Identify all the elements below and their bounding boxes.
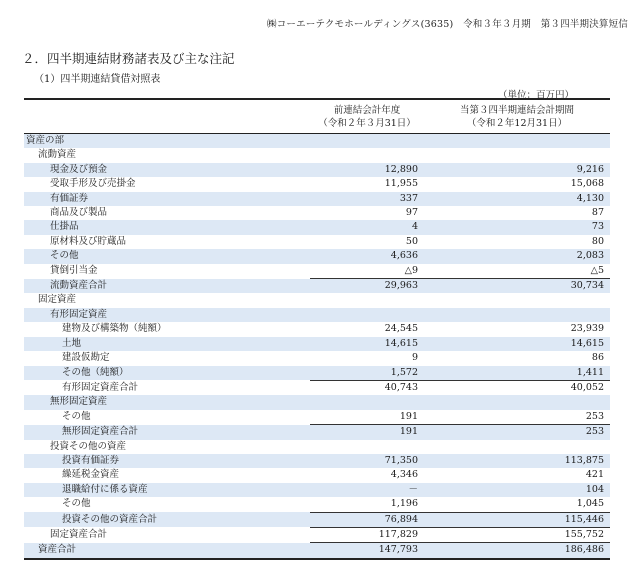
table-row xyxy=(24,249,610,263)
prev-period-date: （令和２年３月31日） xyxy=(318,118,416,129)
prev-period-value: 191 xyxy=(399,410,418,422)
row-label: 資産の部 xyxy=(24,134,310,149)
row-label: 建物及び構築物（純額） xyxy=(62,323,167,335)
row-label: その他 xyxy=(62,498,91,510)
current-period-value: 87 xyxy=(591,207,604,219)
prev-period-value: 337 xyxy=(310,192,424,206)
row-label: 投資その他の資産 xyxy=(50,440,127,452)
prev-period-value xyxy=(310,134,424,149)
current-period-value: 15,068 xyxy=(570,178,604,190)
row-label: その他（純額） xyxy=(24,366,310,381)
table-row xyxy=(24,425,610,440)
row-label: その他 xyxy=(24,249,310,263)
table-row xyxy=(24,148,610,162)
table-row xyxy=(24,497,610,512)
current-period-value: 80 xyxy=(591,235,604,247)
row-label: 投資有価証券 xyxy=(24,454,310,468)
prev-period-value: 50 xyxy=(405,235,418,247)
table-row xyxy=(24,483,610,497)
table-row xyxy=(24,206,610,220)
table-row xyxy=(24,293,610,307)
table-row xyxy=(24,380,610,395)
prev-period-header xyxy=(310,99,424,134)
prev-period-value: 4 xyxy=(310,220,424,234)
prev-period-value: － xyxy=(310,483,424,497)
section-title: ２．四半期連結財務諸表及び主な注記 xyxy=(22,51,235,66)
current-period-value xyxy=(424,308,610,322)
prev-period-value: 14,615 xyxy=(310,337,424,351)
current-period-value: 86 xyxy=(591,352,604,364)
table-row xyxy=(24,163,610,177)
row-label: 原材料及び貯蔵品 xyxy=(50,235,127,247)
current-period-value: △5 xyxy=(590,264,604,276)
row-label: 仕掛品 xyxy=(24,220,310,234)
prev-period-value: 147,793 xyxy=(310,543,424,559)
prev-period-value xyxy=(310,440,424,454)
balance-sheet-table xyxy=(24,98,610,560)
table-row xyxy=(24,351,610,365)
row-label: 退職給付に係る資産 xyxy=(24,483,310,497)
table-row xyxy=(24,322,610,336)
current-period-value: 253 xyxy=(424,425,610,440)
current-period-value: 113,875 xyxy=(424,454,610,468)
current-period-value: 155,752 xyxy=(424,527,610,542)
current-period-value: 421 xyxy=(585,469,604,481)
current-period-date: （令和２年12月31日） xyxy=(466,118,568,129)
prev-period-value: △9 xyxy=(404,264,418,276)
table-row xyxy=(24,512,610,527)
table-row xyxy=(24,440,610,454)
table-row xyxy=(24,395,610,409)
row-label: 固定資産 xyxy=(38,294,77,306)
prev-period-value: 29,963 xyxy=(310,279,424,294)
subsection-title: （1）四半期連結貸借対照表 xyxy=(34,74,161,85)
prev-period-value: 24,545 xyxy=(384,323,418,335)
row-label: 有価証券 xyxy=(24,192,310,206)
table-row xyxy=(24,527,610,542)
table-row xyxy=(24,308,610,322)
table-row xyxy=(24,454,610,468)
prev-period-value xyxy=(310,148,424,162)
prev-period-value: 1,572 xyxy=(310,366,424,381)
current-period-value xyxy=(424,395,610,409)
prev-period-value: 12,890 xyxy=(310,163,424,177)
current-period-value: 1,045 xyxy=(576,498,604,510)
table-row xyxy=(24,337,610,351)
table-row xyxy=(24,468,610,482)
current-period-value: 9,216 xyxy=(424,163,610,177)
row-label: 貸倒引当金 xyxy=(50,264,98,276)
prev-period-value: 191 xyxy=(310,425,424,440)
prev-period-value: 71,350 xyxy=(310,454,424,468)
row-label: 無形固定資産合計 xyxy=(24,425,310,440)
current-period-value: 40,052 xyxy=(424,380,610,395)
row-label: 土地 xyxy=(24,337,310,351)
table-row xyxy=(24,366,610,381)
current-period-title: 当第３四半期連結会計期間 xyxy=(459,105,574,116)
row-label: 投資その他の資産合計 xyxy=(24,512,310,527)
row-label: 現金及び預金 xyxy=(24,163,310,177)
current-period-value: 73 xyxy=(424,220,610,234)
row-label: 有形固定資産 xyxy=(24,308,310,322)
prev-period-value: 4,346 xyxy=(390,469,418,481)
row-label: 建設仮勘定 xyxy=(62,352,110,364)
prev-period-value: 11,955 xyxy=(384,178,418,190)
prev-period-value xyxy=(310,395,424,409)
table-row xyxy=(24,543,610,559)
table-row xyxy=(24,134,610,149)
current-period-value: 186,486 xyxy=(424,543,610,559)
current-period-value: 14,615 xyxy=(424,337,610,351)
label-column-header xyxy=(24,99,310,134)
unit-label: （単位：百万円） xyxy=(497,90,574,101)
row-label: 固定資産合計 xyxy=(50,528,108,540)
table-row xyxy=(24,235,610,249)
row-label: 繰延税金資産 xyxy=(62,469,120,481)
table-row xyxy=(24,279,610,294)
table-row xyxy=(24,192,610,206)
current-period-value: 4,130 xyxy=(424,192,610,206)
row-label: 流動資産合計 xyxy=(24,279,310,294)
table-row xyxy=(24,177,610,191)
row-label: その他 xyxy=(62,410,91,422)
row-label: 流動資産 xyxy=(38,149,77,161)
current-period-value: 2,083 xyxy=(424,249,610,263)
current-period-value: 104 xyxy=(424,483,610,497)
prev-period-value: 76,894 xyxy=(310,512,424,527)
prev-period-value: 1,196 xyxy=(390,498,418,510)
prev-period-value: 97 xyxy=(405,207,418,219)
table-row xyxy=(24,410,610,425)
current-period-value: 253 xyxy=(585,410,604,422)
current-period-value: 1,411 xyxy=(424,366,610,381)
document-header: ㈱コーエーテクモホールディングス(3635) 令和３年３月期 第３四半期決算短信 xyxy=(267,19,628,30)
current-period-value: 23,939 xyxy=(570,323,604,335)
current-period-header xyxy=(424,99,610,134)
prev-period-title: 前連結会計年度 xyxy=(333,105,401,116)
current-period-value: 115,446 xyxy=(424,512,610,527)
prev-period-value: 4,636 xyxy=(310,249,424,263)
current-period-value xyxy=(424,293,610,307)
row-label: 資産合計 xyxy=(24,543,310,559)
row-label: 無形固定資産 xyxy=(24,395,310,409)
row-label: 商品及び製品 xyxy=(50,207,108,219)
prev-period-value: 117,829 xyxy=(310,527,424,542)
current-period-value xyxy=(424,440,610,454)
prev-period-value: 9 xyxy=(411,352,418,364)
table-row xyxy=(24,220,610,234)
row-label: 有形固定資産合計 xyxy=(62,381,139,393)
prev-period-value xyxy=(310,293,424,307)
current-period-value: 30,734 xyxy=(424,279,610,294)
current-period-value xyxy=(424,134,610,149)
table-body xyxy=(24,134,610,559)
table-row xyxy=(24,264,610,279)
current-period-value xyxy=(424,148,610,162)
prev-period-value xyxy=(310,308,424,322)
table-header-row xyxy=(24,99,610,134)
prev-period-value: 40,743 xyxy=(310,380,424,395)
row-label: 受取手形及び売掛金 xyxy=(50,178,136,190)
